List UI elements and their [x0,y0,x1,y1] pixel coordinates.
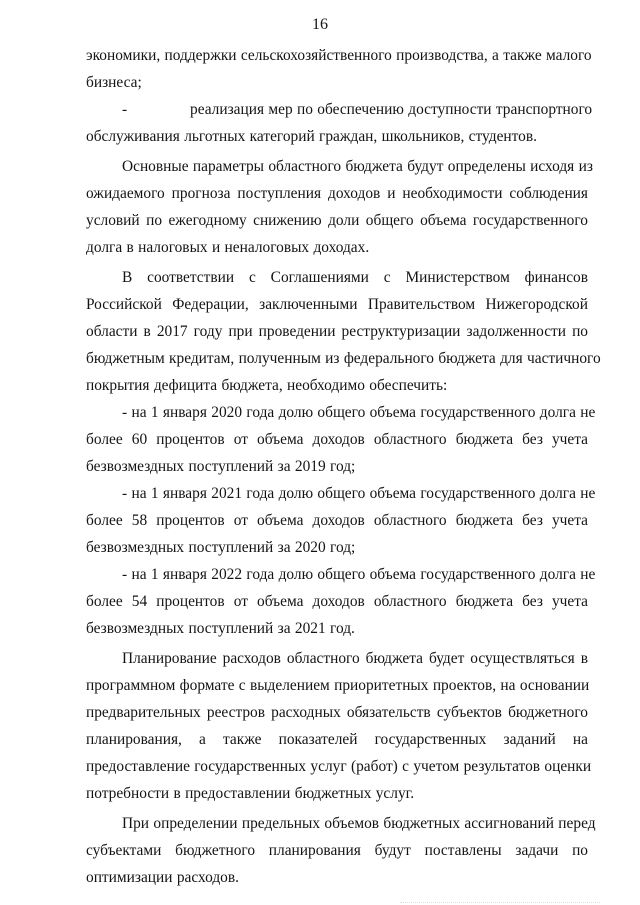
text-line: Планирование расходов областного бюджета будет осуществляться в [122,650,588,667]
text-line: Основные параметры областного бюджета будут определены исходя из [122,158,593,175]
text-line: более 54 процентов от объема доходов областного бюджета без учета [86,593,588,610]
paragraph-transport-continued [86,123,588,150]
paragraph-expenditure-planning [86,645,592,807]
list-item-transport [86,96,593,123]
paragraph-economy-support [86,42,592,96]
text-line: - на 1 января 2021 года долю общего объема государственного долга не [122,485,596,502]
page-number: 16 [312,16,328,33]
text-line: более 60 процентов от объема доходов областного бюджета без учета [86,431,588,448]
paragraph-debt-2022 [86,561,596,642]
text-line: реализация мер по обеспечению доступности транспортного [190,101,593,118]
text-line: условий по ежегодному снижению доли общего объема государственного [86,212,588,229]
paragraph-budget-parameters [86,153,593,261]
paragraph-optimization [86,810,596,891]
text-line: экономики, поддержки сельскохозяйственного производства, а также малого [86,47,592,64]
text-line: В соответствии с Соглашениями с Министерством финансов [122,269,588,286]
paragraph-debt-2020 [86,399,596,480]
text-line: бюджетным кредитам, полученным из федерального бюджета для частичного [86,350,601,367]
text-line: потребности в предоставлении бюджетных услуг. [86,785,415,802]
text-line: обслуживания льготных категорий граждан, школьников, студентов. [86,128,537,145]
text-line: покрытия дефицита бюджета, необходимо обеспечить: [86,377,448,394]
text-line: безвозмездных поступлений за 2021 год. [86,620,355,637]
paragraph-agreements [86,264,601,399]
text-line: предоставление государственных услуг (работ) с учетом результатов оценки [86,758,592,775]
text-line: более 58 процентов от объема доходов областного бюджета без учета [86,512,588,529]
text-line: - на 1 января 2020 года долю общего объема государственного долга не [122,404,596,421]
text-line: - на 1 января 2022 года долю общего объема государственного долга не [122,566,596,583]
paragraph-debt-2021 [86,480,596,561]
text-line: бизнеса; [86,74,142,91]
text-line: планирования, а также показателей государственных заданий на [86,731,588,748]
text-line: При определении предельных объемов бюджетных ассигнований перед [122,815,596,832]
scan-artifact [400,898,600,903]
text-line: оптимизации расходов. [86,869,239,886]
text-line: Российской Федерации, заключенными Правительством Нижегородской [86,296,588,313]
text-line: предварительных реестров расходных обязательств субъектов бюджетного [86,704,588,721]
list-item-text [154,96,592,123]
text-line: субъектами бюджетного планирования будут поставлены задачи по [86,842,588,859]
list-dash: - [122,101,128,118]
text-line: программном формате с выделением приоритетных проектов, на основании [86,677,590,694]
text-line: долга в налоговых и неналоговых доходах. [86,239,370,256]
text-line: ожидаемого прогноза поступления доходов и необходимости соблюдения [86,185,588,202]
text-line: безвозмездных поступлений за 2019 год; [86,458,356,475]
text-line: безвозмездных поступлений за 2020 год; [86,539,356,556]
text-line: области в 2017 году при проведении реструктуризации задолженности по [86,323,588,340]
document-body [86,42,601,891]
